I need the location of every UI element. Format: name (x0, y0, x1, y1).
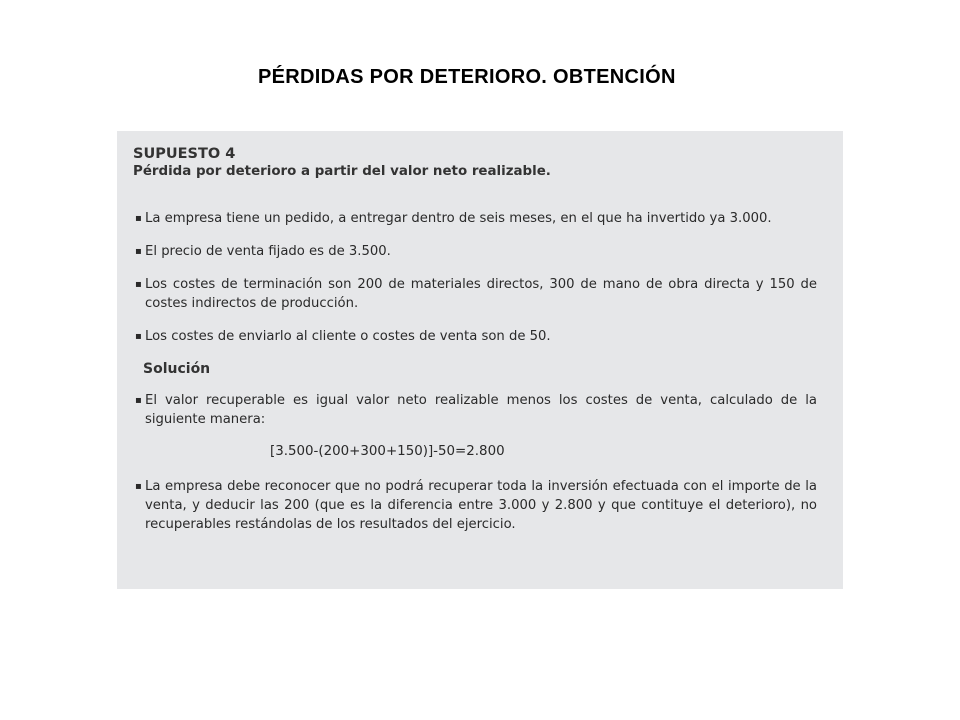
bullet-square-icon: ▪ (135, 331, 142, 342)
solution-list-conclusion (133, 477, 817, 534)
statement-item (133, 327, 817, 346)
statement-list (133, 209, 817, 346)
formula: [3.500-(200+300+150)]-50=2.800 (270, 444, 505, 459)
solution-list (133, 391, 817, 429)
statement-text: Los costes de enviarlo al cliente o costes de venta son de 50. (145, 329, 551, 344)
bullet-square-icon: ▪ (135, 213, 142, 224)
solution-text: La empresa debe reconocer que no podrá recuperar toda la inversión efectuada con el importe de la venta, y deducir las 200 (que es la diferencia entre 3.000 y 2.800 y que contituye el deterioro), no recuperables restándolas de los resultados del ejercicio. (145, 479, 817, 532)
bullet-square-icon: ▪ (135, 481, 142, 492)
statement-text: La empresa tiene un pedido, a entregar dentro de seis meses, en el que ha invertido ya 3.000. (145, 211, 772, 226)
case-study-box (117, 131, 843, 589)
solution-text: El valor recuperable es igual valor neto realizable menos los costes de venta, calculado de la siguiente manera: (145, 393, 817, 427)
slide-title: PÉRDIDAS POR DETERIORO. OBTENCIÓN (258, 66, 676, 88)
solution-item (133, 391, 817, 429)
statement-item (133, 209, 817, 228)
bullet-square-icon: ▪ (135, 246, 142, 257)
statement-item (133, 242, 817, 261)
bullet-square-icon: ▪ (135, 279, 142, 290)
case-subtitle: Pérdida por deterioro a partir del valor neto realizable. (133, 164, 551, 179)
solution-item (133, 477, 817, 534)
case-heading: SUPUESTO 4 (133, 146, 236, 162)
bullet-square-icon: ▪ (135, 395, 142, 406)
statement-text: Los costes de terminación son 200 de materiales directos, 300 de mano de obra directa y 150 de costes indirectos de producción. (145, 277, 817, 311)
solution-heading: Solución (143, 361, 211, 377)
statement-item (133, 275, 817, 313)
statement-text: El precio de venta fijado es de 3.500. (145, 244, 391, 259)
